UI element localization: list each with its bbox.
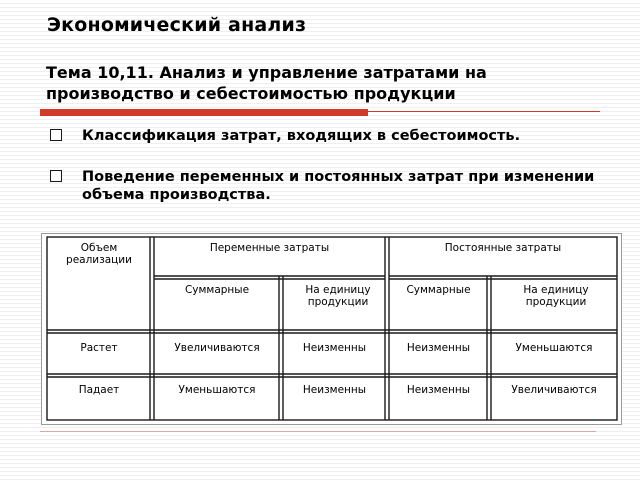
square-bullet-icon xyxy=(50,170,62,182)
fixed-unit-subheader: На единицу продукции xyxy=(523,284,589,308)
row-var-unit: Неизменны xyxy=(302,342,367,354)
row-fix-total: Неизменны xyxy=(406,342,471,354)
bullet-item xyxy=(50,168,610,204)
header-divider xyxy=(368,111,600,112)
bullet-list xyxy=(50,127,610,204)
row-fix-total: Неизменны xyxy=(406,384,471,396)
square-bullet-icon xyxy=(50,129,62,141)
row-var-total: Увеличиваются xyxy=(174,342,260,354)
footer-divider xyxy=(40,431,596,432)
bullet-item xyxy=(50,127,610,145)
fixed-total-subheader: Суммарные xyxy=(406,284,471,296)
row-var-total: Уменьшаются xyxy=(178,384,256,396)
row-volume: Падает xyxy=(78,384,120,396)
page-title: Экономический анализ xyxy=(47,14,307,36)
fixed-costs-header: Постоянные затраты xyxy=(444,242,562,254)
row-volume: Растет xyxy=(80,342,118,354)
cost-behavior-table xyxy=(41,233,622,425)
bullet-text: Поведение переменных и постоянных затрат при изменении объема производства. xyxy=(82,169,595,203)
variable-costs-header: Переменные затраты xyxy=(209,242,330,254)
accent-bar xyxy=(40,109,368,116)
slide-subtitle: Тема 10,11. Анализ и управление затратами на производство и себестоимостью продукции xyxy=(46,63,487,103)
variable-unit-subheader: На единицу продукции xyxy=(305,284,371,308)
volume-header: Объем реализации xyxy=(66,242,132,266)
row-var-unit: Неизменны xyxy=(302,384,367,396)
row-fix-unit: Уменьшаются xyxy=(515,342,593,354)
variable-total-subheader: Суммарные xyxy=(184,284,250,296)
row-fix-unit: Увеличиваются xyxy=(511,384,597,396)
bullet-text: Классификация затрат, входящих в себестоимость. xyxy=(82,128,521,144)
